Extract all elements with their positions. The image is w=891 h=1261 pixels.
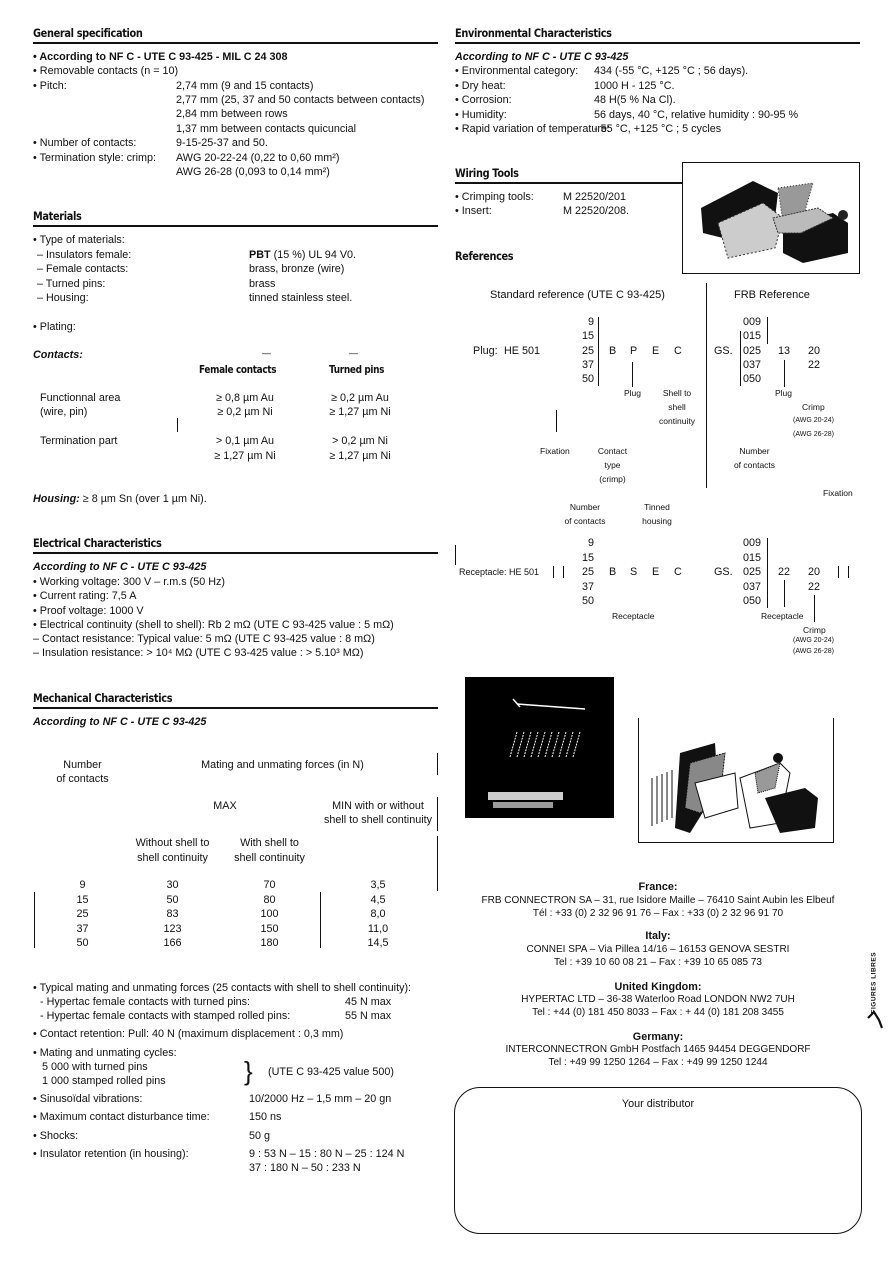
plug-label: Plug:: [473, 345, 498, 357]
size-option: 50: [581, 595, 594, 607]
typical-item-label: - Hypertac female contacts with stamped rolled pins:: [40, 1010, 291, 1022]
contacts-value: 9-15-25-37 and 50.: [176, 137, 268, 149]
plating-turned: ≥ 1,27 µm Ni: [329, 406, 391, 418]
plating-row-label: (wire, pin): [40, 406, 88, 418]
plug-code: HE 501: [504, 345, 541, 357]
frb-size: 050: [743, 595, 762, 607]
pointer-line: [814, 595, 815, 622]
electrical-line: • Current rating: 7,5 A: [33, 590, 137, 602]
frb-code-b: 20: [808, 566, 821, 578]
contacts-heading: Contacts:: [33, 349, 83, 361]
housing-plating: [33, 492, 207, 506]
spec-value: 10/2000 Hz – 1,5 mm – 20 gn: [249, 1093, 392, 1105]
note-tinned: housing: [642, 516, 672, 526]
note-number: of contacts: [564, 516, 606, 526]
distributor-box: [454, 1087, 862, 1234]
material-value: brass, bronze (wire): [249, 263, 345, 275]
cycles-item: 1 000 stamped rolled pins: [42, 1075, 166, 1087]
note-contact-type: (crimp): [599, 474, 626, 484]
col-with: shell continuity: [234, 852, 305, 864]
table-border: [34, 892, 35, 948]
col-with: With shell to: [240, 837, 299, 849]
wiring-label: • Crimping tools:: [455, 191, 534, 203]
note-tinned: Tinned: [644, 502, 670, 512]
col-min: MIN with or without: [332, 800, 424, 812]
col-number: Number: [63, 759, 102, 771]
contact-retention: • Contact retention: Pull: 40 N (maximum displacement : 0,3 mm): [33, 1028, 344, 1040]
section-rule: [33, 552, 438, 554]
housing-label: Housing:: [33, 493, 80, 505]
forces-cell-min: 8,0: [370, 908, 386, 920]
frb-code-a: 22: [778, 566, 791, 578]
contacts-photo: [465, 677, 614, 818]
wiring-label: • Insert:: [455, 205, 492, 217]
plating-turned: > 0,2 µm Ni: [332, 435, 388, 447]
pointer-line: [632, 362, 633, 387]
material-label: – Insulators female:: [37, 249, 132, 261]
typical-item-value: 55 N max: [345, 1010, 392, 1022]
env-value: 1000 H - 125 °C.: [594, 80, 675, 92]
connector-assembly-image: [640, 738, 830, 838]
letter-code: S: [630, 566, 638, 578]
bracket-line: [838, 566, 839, 578]
bracket-line: [553, 566, 554, 578]
bracket-line: [848, 566, 849, 578]
col-without: Without shell to: [135, 837, 210, 849]
note-receptacle: Receptacle: [612, 611, 655, 621]
material-value-text: (15 %) UL 94 V0.: [270, 249, 357, 261]
spec-value: 37 : 180 N – 50 : 233 N: [249, 1162, 361, 1174]
note-awg: (AWG 20-24): [793, 417, 834, 424]
forces-cell-without: 166: [163, 937, 182, 949]
note-awg: (AWG 26-28): [793, 648, 834, 655]
col-female-contacts: Female contacts: [199, 364, 277, 376]
frb-size: 009: [743, 537, 762, 549]
forces-cell-with: 150: [260, 922, 279, 935]
plating-turned: ≥ 1,27 µm Ni: [329, 450, 391, 462]
frb-size: 037: [743, 581, 762, 593]
electrical-according: According to NF C - UTE C 93-425: [33, 561, 207, 573]
side-credit: [866, 940, 886, 1032]
frb-size: 015: [743, 330, 762, 342]
env-value: - 55 °C, +125 °C ; 5 cycles: [594, 123, 722, 135]
frb-code-a: 13: [778, 345, 791, 357]
letter-code: B: [609, 566, 617, 578]
frb-code-b: 20: [808, 345, 821, 357]
connector-photo: [682, 162, 860, 274]
section-rule: [33, 42, 438, 44]
col-without: shell continuity: [137, 852, 208, 864]
forces-cell-n: 25: [76, 908, 89, 920]
country-name: Germany:: [632, 1031, 684, 1043]
termination-label: • Termination style: crimp:: [33, 152, 156, 164]
size-option: 25: [581, 345, 594, 357]
table-border: [437, 797, 438, 831]
plating-turned: ≥ 0,2 µm Au: [331, 392, 389, 404]
frb-size: 025: [743, 345, 762, 357]
gs-prefix: GS.: [714, 345, 733, 357]
phone-line: Tel : +49 99 1250 1264 – Fax : +49 99 1250 1244: [548, 1057, 768, 1068]
pointer-line: [784, 580, 785, 607]
forces-cell-min: 11,0: [367, 922, 389, 935]
material-value-bold: PBT: [249, 249, 271, 261]
bracket-line: [598, 317, 599, 386]
electrical-line: • Working voltage: 300 V – r.m.s (50 Hz): [33, 576, 226, 588]
spec-value: 50 g: [249, 1130, 271, 1142]
country-name: France:: [638, 881, 678, 893]
plating-label: • Plating:: [33, 321, 76, 333]
forces-cell-with: 70: [263, 879, 276, 891]
letter-code: C: [674, 566, 682, 578]
wiring-value: M 22520/208.: [563, 205, 630, 217]
section-rule: [33, 707, 438, 709]
material-value: [249, 248, 356, 262]
forces-cell-with: 80: [263, 893, 276, 906]
pitch-value: 1,37 mm between contacts quicuncial: [176, 123, 357, 135]
forces-cell-n: 37: [76, 922, 89, 935]
photo-frame-line: [833, 718, 834, 842]
material-label: – Turned pins:: [37, 278, 106, 290]
photo-frame-line: [638, 718, 639, 842]
connector-assembly-photo: [640, 738, 830, 838]
spec-label: • Maximum contact disturbance time:: [33, 1111, 210, 1123]
material-value: tinned stainless steel.: [249, 292, 353, 304]
electrical-line: • Proof voltage: 1000 V: [33, 605, 144, 617]
country-name: United Kingdom:: [614, 981, 702, 993]
forces-cell-with: 100: [260, 908, 279, 920]
forces-cell-without: 83: [166, 908, 179, 920]
section-title-wiring: Wiring Tools: [455, 166, 519, 180]
cycles-note: (UTE C 93-425 value 500): [268, 1066, 395, 1078]
cycles-item: 5 000 with turned pins: [42, 1061, 148, 1073]
side-credit-text: FIGURES LIBRES: [870, 951, 878, 1014]
pointer-line: [784, 360, 785, 387]
bracket-line: [740, 331, 741, 386]
electrical-line: – Contact resistance: Typical value: 5 mΩ (UTE C 93-425 value : 8 mΩ): [33, 633, 375, 645]
env-value: 56 days, 40 °C, relative humidity : 90-95 %: [594, 109, 799, 121]
frb-size: 009: [743, 316, 762, 328]
section-title-environmental: Environmental Characteristics: [455, 26, 612, 40]
note-fixation: Fixation: [540, 446, 570, 456]
size-option: 37: [581, 581, 594, 593]
forces-cell-with: 180: [260, 937, 279, 949]
section-title-mechanical: Mechanical Characteristics: [33, 691, 173, 705]
gs-prefix: GS.: [714, 566, 733, 578]
connector-pair-image: [683, 163, 859, 273]
size-option: 15: [581, 330, 594, 342]
contacts-photo-image: [465, 677, 614, 818]
electrical-line: • Electrical continuity (shell to shell): Rb 2 mΩ (UTE C 93-425 value : 5 mΩ): [33, 619, 394, 631]
frb-code-b: 22: [808, 359, 821, 371]
frb-size: 050: [743, 373, 762, 385]
typical-item-label: - Hypertac female contacts with turned pins:: [40, 996, 251, 1008]
note-awg: (AWG 20-24): [793, 637, 834, 644]
bracket-line: [563, 566, 564, 578]
note-number: of contacts: [733, 460, 776, 470]
forces-cell-without: 50: [166, 893, 179, 906]
address-line: FRB CONNECTRON SA – 31, rue Isidore Maille – 76410 Saint Aubin les Elbeuf: [481, 895, 835, 906]
housing-value: ≥ 8 µm Sn (over 1 µm Ni).: [79, 493, 207, 505]
col-min: shell to shell continuity: [323, 814, 433, 826]
note-shell: Shell to: [662, 388, 692, 398]
mechanical-according: According to NF C - UTE C 93-425: [33, 716, 207, 728]
material-label: – Housing:: [37, 292, 89, 304]
contacts-label: • Number of contacts:: [33, 137, 137, 149]
section-rule: [455, 182, 685, 184]
country-name: Italy:: [645, 930, 671, 942]
env-value: 434 (-55 °C, +125 °C ; 56 days).: [594, 65, 749, 77]
forces-cell-n: 9: [79, 879, 86, 891]
bracket-line: [455, 545, 456, 565]
wiring-value: M 22520/201: [563, 191, 627, 203]
env-label: • Humidity:: [455, 109, 507, 121]
plating-female: > 0,1 µm Au: [215, 435, 275, 447]
plating-female: ≥ 1,27 µm Ni: [214, 450, 276, 462]
spec-label: • Sinusoïdal vibrations:: [33, 1093, 143, 1105]
size-option: 37: [581, 359, 594, 371]
distributor-label: Your distributor: [621, 1098, 695, 1110]
bracket-line: [767, 317, 768, 344]
address-line: INTERCONNECTRON GmbH Postfach 1465 94454 DEGGENDORF: [505, 1044, 811, 1055]
forces-cell-without: 30: [166, 879, 179, 891]
section-title-general: General specification: [33, 26, 143, 40]
brace-symbol: }: [244, 1056, 253, 1086]
general-according: • According to NF C - UTE C 93-425 - MIL C 24 308: [33, 51, 288, 63]
frb-code-b: 22: [808, 581, 821, 593]
environmental-according: According to NF C - UTE C 93-425: [455, 51, 629, 63]
col-turned-pins: Turned pins: [329, 364, 385, 376]
typical-item-value: 45 N max: [345, 996, 392, 1008]
frb-size: 037: [743, 359, 762, 371]
letter-code: C: [674, 345, 682, 357]
phone-line: Tel : +39 10 60 08 21 – Fax : +39 10 65 085 73: [554, 957, 762, 968]
spec-label: • Shocks:: [33, 1130, 79, 1142]
spec-value: 150 ns: [249, 1111, 282, 1123]
figures-libres-logo-icon: [866, 1010, 886, 1030]
note-contact-type: type: [604, 460, 621, 470]
photo-frame-line: [638, 842, 834, 843]
note-plug: Plug: [624, 388, 642, 398]
table-border: [437, 753, 438, 775]
general-removable: • Removable contacts (n = 10): [33, 65, 179, 77]
dash-mark: —: [349, 348, 358, 358]
letter-code: E: [652, 566, 660, 578]
letter-code: P: [630, 345, 638, 357]
plating-female: ≥ 0,2 µm Ni: [217, 406, 273, 418]
pointer-line: [556, 410, 557, 432]
col-max: MAX: [213, 800, 237, 812]
plating-row-label: Functionnal area: [40, 392, 121, 404]
reference-divider: [706, 283, 707, 488]
plating-female: ≥ 0,8 µm Au: [216, 392, 274, 404]
pitch-value: 2,74 mm (9 and 15 contacts): [176, 80, 314, 92]
col-forces: Mating and unmating forces (in N): [201, 759, 364, 771]
phone-line: Tél : +33 (0) 2 32 96 91 76 – Fax : +33 (0) 2 32 96 91 70: [532, 908, 784, 919]
env-label: • Rapid variation of temperature:: [455, 123, 611, 135]
env-value: 48 H(5 % Na Cl).: [594, 94, 676, 106]
standard-reference-header: Standard reference (UTE C 93-425): [490, 289, 665, 301]
size-option: 50: [581, 373, 594, 385]
size-option: 9: [587, 316, 594, 328]
address-line: HYPERTAC LTD – 36-38 Waterloo Road LONDON NW2 7UH: [521, 994, 795, 1005]
note-shell: shell: [668, 402, 686, 412]
note-contact-type: Contact: [597, 446, 628, 456]
env-label: • Corrosion:: [455, 94, 512, 106]
pitch-label: • Pitch:: [33, 80, 67, 92]
note-fixation-right: Fixation: [823, 488, 853, 498]
cycles-label: • Mating and unmating cycles:: [33, 1047, 177, 1059]
termination-value: AWG 20-22-24 (0,22 to 0,60 mm²): [176, 152, 340, 164]
forces-cell-min: 4,5: [370, 893, 386, 906]
section-rule: [455, 42, 860, 44]
receptacle-label: Receptacle: HE 501: [459, 567, 540, 577]
section-title-electrical: Electrical Characteristics: [33, 536, 162, 550]
material-value: brass: [249, 278, 276, 290]
pitch-value: 2,77 mm (25, 37 and 50 contacts between contacts): [176, 94, 425, 106]
forces-cell-n: 50: [76, 937, 89, 949]
frb-size: 025: [743, 566, 762, 578]
note-number: Number: [569, 502, 601, 512]
env-label: • Environmental category:: [455, 65, 579, 77]
note-awg: (AWG 26-28): [793, 431, 834, 438]
plating-row-label: Termination part: [40, 435, 118, 447]
material-label: – Female contacts:: [37, 263, 129, 275]
spec-label: • Insulator retention (in housing):: [33, 1148, 189, 1160]
letter-code: E: [652, 345, 660, 357]
frb-reference-header: FRB Reference: [734, 289, 810, 301]
pitch-value: 2,84 mm between rows: [176, 108, 288, 120]
phone-line: Tel : +44 (0) 181 450 8033 – Fax : + 44 (0) 181 208 3455: [532, 1007, 784, 1018]
size-option: 15: [581, 552, 594, 564]
address-line: CONNEI SPA – Via Pillea 14/16 – 16153 GENOVA SESTRI: [526, 944, 790, 955]
forces-cell-without: 123: [163, 922, 182, 935]
letter-code: B: [609, 345, 617, 357]
divider: [177, 418, 178, 432]
dash-mark: —: [262, 348, 271, 358]
note-number: Number: [739, 446, 770, 456]
forces-cell-min: 14,5: [367, 937, 389, 949]
env-label: • Dry heat:: [455, 80, 506, 92]
col-number: of contacts: [56, 773, 109, 785]
section-title-references: References: [455, 249, 514, 263]
section-rule: [33, 225, 438, 227]
electrical-line: – Insulation resistance: > 10⁴ MΩ (UTE C 93-425 value : > 5.10³ MΩ): [33, 647, 364, 659]
spec-value: 9 : 53 N – 15 : 80 N – 25 : 124 N: [249, 1148, 405, 1160]
size-option: 9: [587, 537, 594, 549]
materials-type-label: • Type of materials:: [33, 234, 125, 246]
note-crimp: Crimp: [803, 625, 826, 635]
note-shell: continuity: [659, 416, 695, 426]
size-option: 25: [581, 566, 594, 578]
forces-cell-min: 3,5: [370, 879, 386, 891]
note-frb-receptacle: Receptacle: [761, 611, 804, 621]
typical-forces: • Typical mating and unmating forces (25 contacts with shell to shell continuity):: [33, 982, 412, 994]
termination-value: AWG 26-28 (0,093 to 0,14 mm²): [176, 166, 330, 178]
note-frb-plug: Plug: [775, 388, 793, 398]
bracket-line: [767, 538, 768, 608]
forces-cell-n: 15: [76, 893, 89, 906]
frb-size: 015: [743, 552, 762, 564]
section-title-materials: Materials: [33, 209, 82, 223]
note-crimp: Crimp: [802, 402, 825, 412]
